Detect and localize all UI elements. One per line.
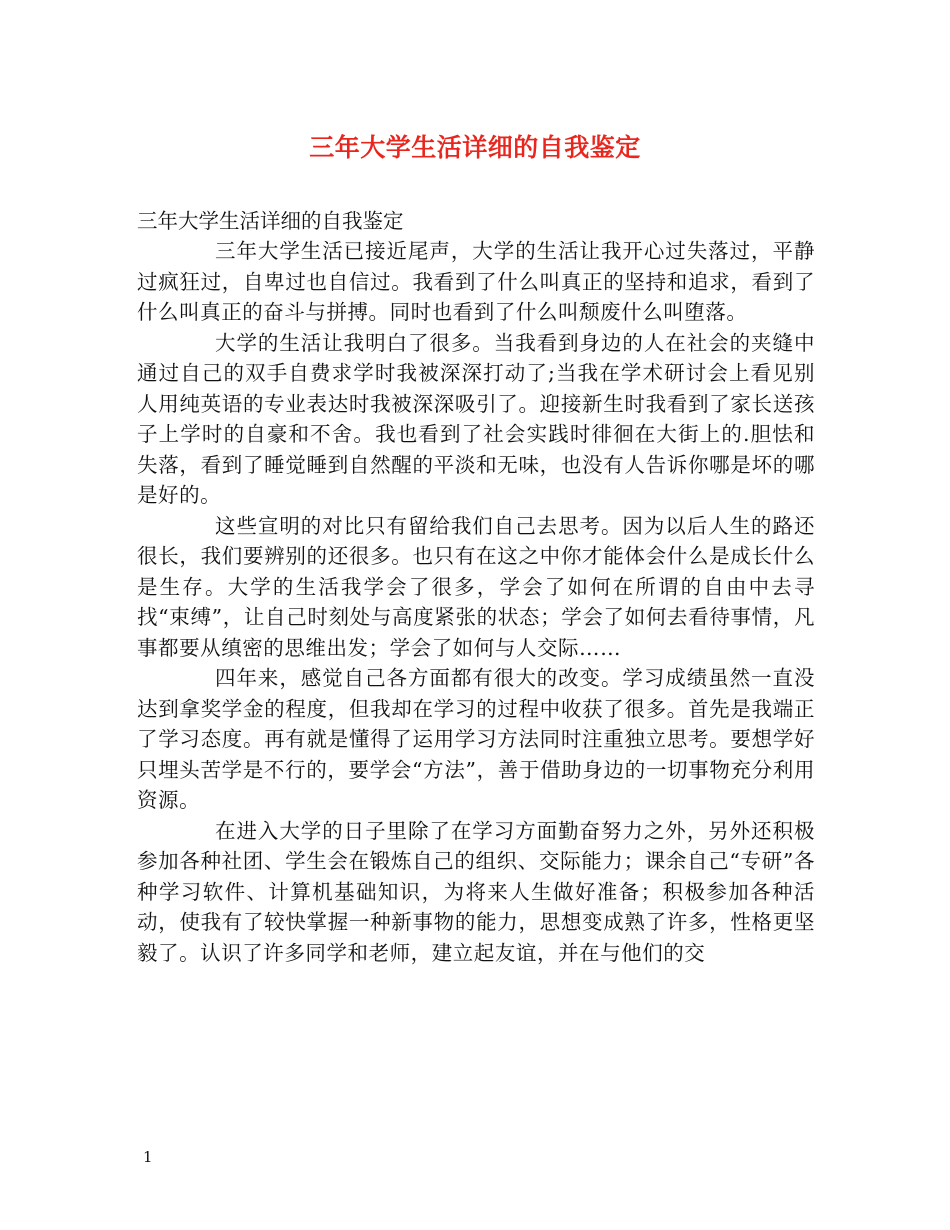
document-body bbox=[137, 206, 815, 968]
document-title: 三年大学生活详细的自我鉴定 bbox=[309, 133, 641, 162]
paragraph-1: 三年大学生活已接近尾声，大学的生活让我开心过失落过，平静过疯狂过，自卑过也自信过。我看到了什么叫真正的坚持和追求，看到了什么叫真正的奋斗与拼搏。同时也看到了什么叫颓废什么叫堕落。 bbox=[137, 239, 815, 324]
paragraph-4: 四年来，感觉自己各方面都有很大的改变。学习成绩虽然一直没达到拿奖学金的程度，但我却在学习的过程中收获了很多。首先是我端正了学习态度。再有就是懂得了运用学习方法同时注重独立思考。要想学好只埋头苦学是不行的，要学会“方法”，善于借助身边的一切事物充分利用资源。 bbox=[137, 666, 815, 812]
paragraph-3: 这些宣明的对比只有留给我们自己去思考。因为以后人生的路还很长，我们要辨别的还很多。也只有在这之中你才能体会什么是成长什么是生存。大学的生活我学会了很多，学会了如何在所谓的自由中去寻找“束缚”，让自己时刻处与高度紧张的状态；学会了如何去看待事情，凡事都要从缜密的思维出发；学会了如何与人交际…… bbox=[137, 513, 815, 660]
paragraph-5: 在进入大学的日子里除了在学习方面勤奋努力之外，另外还积极参加各种社团、学生会在锻炼自己的组织、交际能力；课余自己“专研”各种学习软件、计算机基础知识，为将来人生做好准备；积极参加各种活动，使我有了较快掌握一种新事物的能力，思想变成熟了许多，性格更坚毅了。认识了许多同学和老师，建立起友谊，并在与他们的交 bbox=[137, 818, 815, 965]
document-subtitle: 三年大学生活详细的自我鉴定 bbox=[137, 209, 404, 233]
paragraph-2: 大学的生活让我明白了很多。当我看到身边的人在社会的夹缝中通过自己的双手自费求学时我被深深打动了;当我在学术研讨会上看见别人用纯英语的专业表达时我被深深吸引了。迎接新生时我看到了家长送孩子上学时的自豪和不舍。我也看到了社会实践时徘徊在大街上的.胆怯和失落，看到了睡觉睡到自然醒的平淡和无味，也没有人告诉你哪是坏的哪是好的。 bbox=[137, 330, 815, 507]
page-number: 1 bbox=[143, 1148, 153, 1166]
